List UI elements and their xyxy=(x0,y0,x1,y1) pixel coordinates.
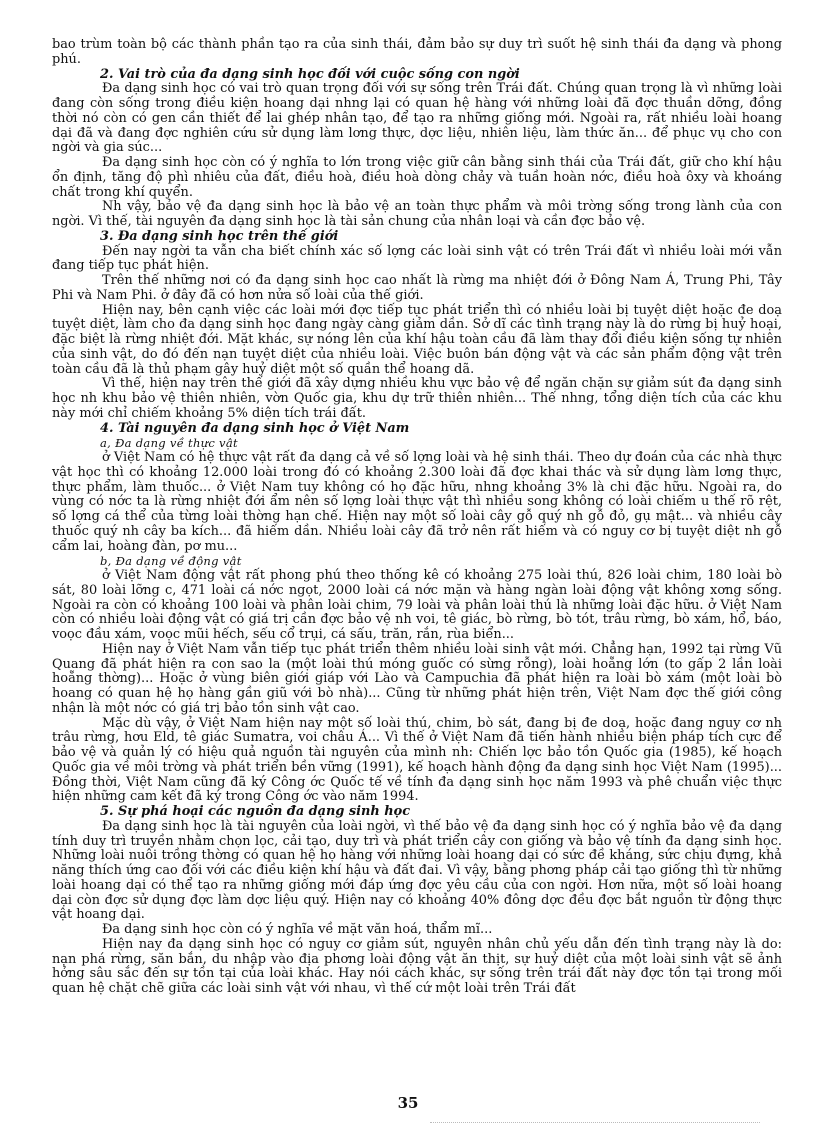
paragraph-fauna-3: Mặc dù vậy, ở Việt Nam hiện nay một số loài thú, chim, bò sát, đang bị đe doạ, hoặc đang nguy cơ nh trâu rừng, hơu Eld, tê giác Sumatra, voi châu Á... Vì thế ở Việt Nam đã tiến hành nhiều biện pháp tích cực để bảo vệ và quản lý có hiệu quả nguồn tài nguyên của mình nh: Chiến lợc bảo tồn Quốc gia (1985), kế hoạch Quốc gia về môi trờng và phát triển bền vững (1991), kế hoạch hành động đa dạng sinh học Việt Nam (1995)... Đồng thời, Việt Nam cũng đã ký Công ớc Quốc tế về tính đa dạng sinh học năm 1993 và phê chuẩn việc thực hiện những cam kết đã ký trong Công ớc vào năm 1994. xyxy=(52,715,782,805)
paragraph-world-1: Đến nay ngời ta vẫn cha biết chính xác số lợng các loài sinh vật có trên Trái đất vì nhiều loài mới vẫn đang tiếp tục phát hiện. xyxy=(52,243,782,274)
heading-world-biodiversity: 3. Đa dạng sinh học trên thế giới xyxy=(100,228,339,244)
paragraph-fauna-1: ở Việt Nam động vật rất phong phú theo thống kê có khoảng 275 loài thú, 826 loài chim, 180 loài bò sát, 80 loài lỡng c, 471 loài cá nớc ngọt, 2000 loài cá nớc mặn và hàng ngàn loài động vật không xơng sống. Ngoài ra còn có khoảng 100 loài và phân loài chim, 79 loài và phân loài thú là những loài đặc hữu. ở Việt Nam còn có nhiều loài động vật có giá trị cần đợc bảo vệ nh voi, tê giác, bò rừng, bò tót, trâu rừng, bò xám, hổ, báo, voọc đầu xám, voọc mũi hếch, sếu cổ trụi, cá sấu, trăn, rắn, rùa biển... xyxy=(52,568,782,642)
paragraph-world-2: Trên thế những nơi có đa dạng sinh học cao nhất là rừng ma nhiệt đới ở Đông Nam Á, Trung Phi, Tây Phi và Nam Phi. ở đây đã có hơn nửa số loài của thế giới. xyxy=(52,273,782,303)
paragraph-world-3: Hiện nay, bên cạnh việc các loài mới đợc tiếp tục phát triển thì có nhiều loài bị tuyệt diệt hoặc đe doạ tuyệt diệt, làm cho đa dạng sinh học đang ngày càng giảm dần. Sở dĩ các tình trạng này là do rừng bị huỷ hoại, đặc biệt là rừng nhiệt đới. Mặt khác, sự nóng lên của khí hậu toàn cầu đã làm thay đổi điều kiện sống tự nhiên của sinh vật, do đó đến nạn tuyệt diệt của nhiều loài. Việc buôn bán động vật và các sản phẩm động vật trên toàn cầu đã là thủ phạm gây huỷ diệt một số quần thể hoang dã. xyxy=(52,302,782,377)
paragraph-role-2: Đa dạng sinh học còn có ý nghĩa to lớn trong việc giữ cân bằng sinh thái của Trái đất, giữ cho khí hậu ổn định, tăng độ phì nhiêu của đất, điều hoà, điều hoà dòng chảy và tuần hoàn nớc, điều hoà ôxy và khoáng chất trong khí quyển. xyxy=(52,155,782,200)
heading-destruction: 5. Sự phá hoại các nguồn đa dạng sinh học xyxy=(100,804,411,819)
paragraph-role-3: Nh vậy, bảo vệ đa dạng sinh học là bảo vệ an toàn thực phẩm và môi trờng sống trong lành của con ngời. Vì thế, tài nguyên đa dạng sinh học là tài sản chung của nhân loại và cần đợc bảo vệ. xyxy=(52,199,782,229)
document-body xyxy=(52,38,782,997)
heading-vietnam-resources: 4. Tài nguyên đa dạng sinh học ở Việt Nam xyxy=(100,420,410,436)
paragraph-role-1: Đa dạng sinh học có vai trò quan trọng đối với sự sống trên Trái đất. Chúng quan trọng là vì những loài đang còn sống trong điều kiện hoang dại nhng lại có quan hệ hàng với những loài đã đợc thuần dỡng, đồng thời nó còn có gen cần thiết để lai ghép nhân tạo, để tạo ra những giống mới. Ngoài ra, rất nhiều loài hoang dại đã và đang đợc nghiên cứu sử dụng làm lơng thực, dợc liệu, nhiên liệu, làm thức ăn... để phục vụ cho con ngời và gia súc... xyxy=(52,81,782,156)
paragraph-flora: ở Việt Nam có hệ thực vật rất đa dạng cả về số lợng loài và hệ sinh thái. Theo dự đoán của các nhà thực vật học thì có khoảng 12.000 loài trong đó có khoảng 2.300 loài đã đợc khai thác và sử dụng làm lơng thực, thực phẩm, làm thuốc... ở Việt Nam tuy không có họ đặc hữu, nhng khoảng 3% là chi đặc hữu. Ngoài ra, do vùng có nớc ta là rừng nhiệt đới ẩm nên số lợng loài thực vật thì nhiều song không có loài chiếm u thế rõ rệt, số lợng cá thể của từng loài thờng hạn chế. Hiện nay một số loài cây gỗ quý nh gỗ đỏ, gụ mật... và nhiều cây thuốc quý nh cây ba kích... đã hiếm dần. Nhiều loài cây đã trở nên rất hiếm và có nguy cơ bị tuyệt diệt nh gỗ cẩm lai, hoàng đàn, pơ mu... xyxy=(52,450,782,554)
paragraph-destruction-3: Hiện nay đa dạng sinh học có nguy cơ giảm sút, nguyên nhân chủ yếu dẫn đến tình trạng này là do: nạn phá rừng, săn bắn, du nhập vào địa phơng loài động vật ăn thịt, sự huỷ diệt của một loài sinh vật sẽ ảnh hởng sâu sắc đến sự tồn tại của loài khác. Hay nói cách khác, sự sống trên trái đất này đợc tồn tại trong mối quan hệ chặt chẽ giữa các loài sinh vật với nhau, vì thế cứ một loài trên Trái đất xyxy=(52,936,782,996)
paragraph-destruction-2: Đa dạng sinh học còn có ý nghĩa về mặt văn hoá, thẩm mĩ... xyxy=(102,922,493,937)
page-number: 35 xyxy=(397,1094,419,1112)
subheading-flora: a, Đa dạng về thực vật xyxy=(100,436,238,451)
subheading-fauna: b, Đa dạng về động vật xyxy=(100,554,242,569)
paragraph-destruction-1: Đa dạng sinh học là tài nguyên của loài ngời, vì thế bảo vệ đa dạng sinh học có ý nghĩa bảo vệ đa dạng tính duy trì truyền nhằm chọn lọc, cải tạo, duy trì và phát triển cây con giống và bảo vệ tính đa dạng sinh học. Những loài nuôi trồng thờng có quan hệ họ hàng với những loài hoang dại có sức đề kháng, sức chịu đựng, khả năng thích ứng cao đối với các điều kiện khí hậu và đất đai. Vì vậy, bằng phơng pháp cải tạo giống thì từ những loài hoang dại có thể tạo ra những giống mới đáp ứng đợc yêu cầu của con ngời. Hơn nữa, một số loài hoang dại còn đợc sử dụng đợc làm dợc liệu quý. Hiện nay có khoảng 40% đông dợc đều đợc bắt nguồn từ động thực vật hoang dại. xyxy=(52,818,782,923)
paragraph-fauna-2: Hiện nay ở Việt Nam vẫn tiếp tục phát triển thêm nhiều loài sinh vật mới. Chẳng hạn, 1992 tại rừng Vũ Quang đã phát hiện ra con sao la (một loài thú móng guốc có sừng rỗng), loài hoẵng lớn (to gấp 2 lần loài hoẵng thờng)... Hoặc ở vùng biên giới giáp với Lào và Campuchia đã phát hiện ra loài bò xám (một loài bò hoang có quan hệ họ hàng gần giũ với bò nhà)... Cũng từ những phát hiện trên, Việt Nam đợc thế giới công nhận là một nớc có giá trị bảo tồn sinh vật cao. xyxy=(52,641,782,716)
paragraph-world-4: Vì thế, hiện nay trên thế giới đã xây dựng nhiều khu vực bảo vệ để ngăn chặn sự giảm sút đa dạng sinh học nh khu bảo vệ thiên nhiên, vờn Quốc gia, khu dự trữ thiên nhiên... Thế nhng, tổng diện tích của các khu này mới chỉ chiếm khoảng 5% diện tích trái đất. xyxy=(52,376,782,421)
heading-role-of-biodiversity: 2. Vai trò của đa dạng sinh học đối với cuộc sống con ngời xyxy=(100,66,520,82)
paragraph-intro-continuation: bao trùm toàn bộ các thành phần tạo ra của sinh thái, đảm bảo sự duy trì suốt hệ sinh thái đa dạng và phong phú. xyxy=(52,37,782,67)
